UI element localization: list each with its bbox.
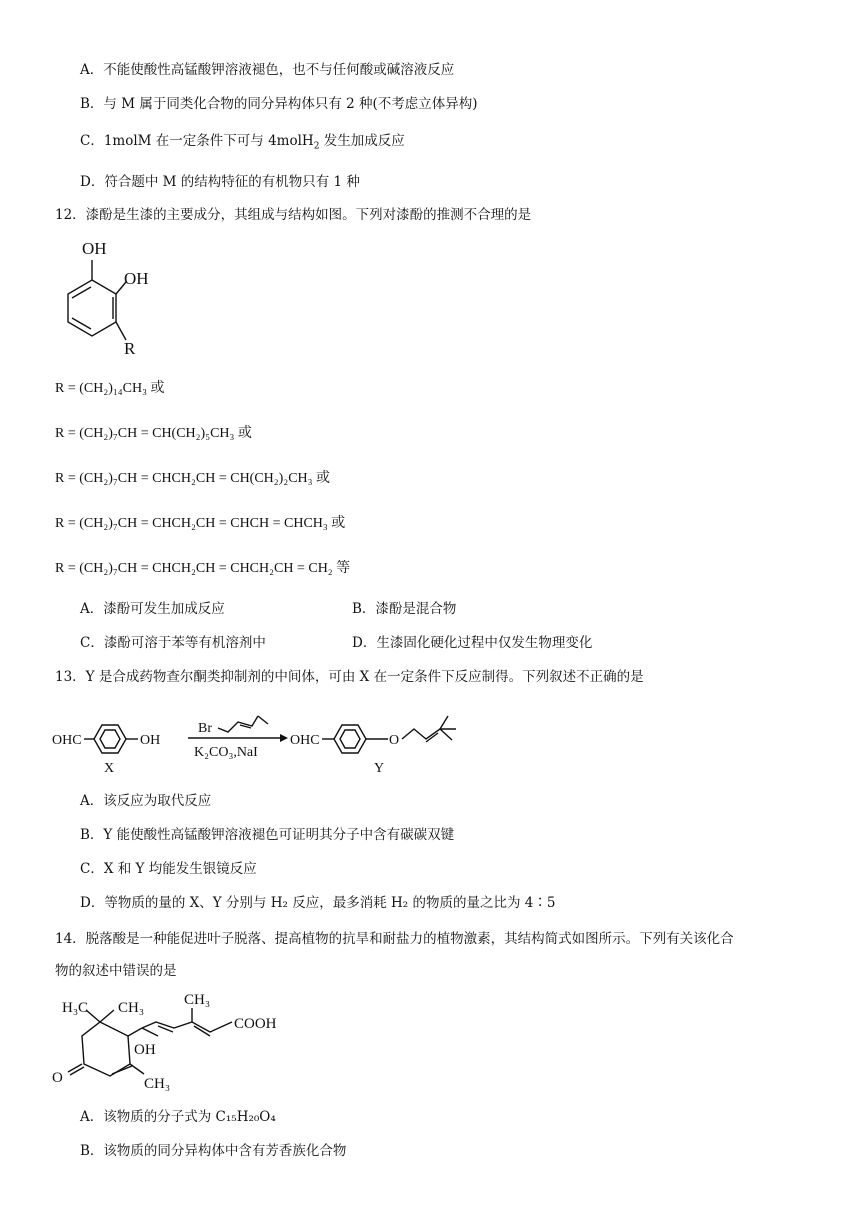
y-label: Y	[374, 761, 385, 776]
q13-option-c: C．X 和 Y 均能发生银镜反应	[80, 861, 257, 877]
urushiol-structure	[40, 232, 170, 362]
ch3-label-a: CH₃	[118, 1000, 145, 1016]
r-formula-5: R = (CH₂)₇CH = CHCH₂CH = CHCH₂CH = CH₂ 等	[55, 561, 351, 576]
q11-option-c-sub: 2	[313, 141, 320, 152]
q11-option-c	[80, 132, 405, 156]
q14-stem-line2: 物的叙述中错误的是	[55, 963, 177, 979]
r-label: R	[124, 339, 136, 358]
q11-option-c-text: C．1molM 在一定条件下可与 4molH	[80, 133, 314, 149]
oh-label: OH	[134, 1042, 156, 1058]
o-label: O	[52, 1070, 63, 1086]
oh-label-2: OH	[124, 269, 149, 288]
reagent-br-label: Br	[198, 721, 212, 736]
q13-stem: 13．Y 是合成药物查尔酮类抑制剂的中间体，可由 X 在一定条件下反应制得。下列叙述不正确的是	[55, 669, 644, 685]
x-ohc-label: OHC	[52, 733, 82, 748]
q12-stem: 12．漆酚是生漆的主要成分，其组成与结构如图。下列对漆酚的推测不合理的是	[55, 207, 532, 223]
x-label: X	[104, 761, 115, 776]
r-formula-3: R = (CH₂)₇CH = CHCH₂CH = CH(CH₂)₂CH₃ 或	[55, 471, 331, 486]
r-formula-1: R = (CH₂)₁₄CH₃ 或	[55, 381, 165, 396]
abscisic-acid-structure	[48, 992, 308, 1092]
ch3-label-top: CH₃	[184, 992, 211, 1008]
q12-option-a: A．漆酚可发生加成反应	[80, 601, 225, 617]
q12-option-d: D．生漆固化硬化过程中仅发生物理变化	[352, 635, 593, 651]
oh-label-1: OH	[82, 239, 107, 258]
q11-option-c-tail: 发生加成反应	[319, 133, 405, 149]
ch3-label-b: CH₃	[144, 1076, 171, 1092]
h3c-label: H₃C	[62, 1000, 89, 1016]
r-formula-4: R = (CH₂)₇CH = CHCH₂CH = CHCH = CHCH₃ 或	[55, 516, 346, 531]
q12-option-c: C．漆酚可溶于苯等有机溶剂中	[80, 635, 266, 651]
q13-option-b: B．Y 能使酸性高锰酸钾溶液褪色可证明其分子中含有碳碳双键	[80, 827, 455, 843]
y-o-label: O	[389, 733, 400, 748]
q13-option-a: A．该反应为取代反应	[80, 793, 212, 809]
q13-option-d: D．等物质的量的 X、Y 分别与 H₂ 反应，最多消耗 H₂ 的物质的量之比为 4∶5	[80, 895, 556, 911]
cooh-label: COOH	[234, 1016, 277, 1032]
x-oh-label: OH	[140, 733, 161, 748]
q12-option-b: B．漆酚是混合物	[352, 601, 457, 617]
reagent-conditions: K₂CO₃,NaI	[194, 745, 258, 760]
q14-option-a: A．该物质的分子式为 C₁₅H₂₀O₄	[80, 1109, 276, 1125]
q14-stem-line1: 14．脱落酸是一种能促进叶子脱落、提高植物的抗旱和耐盐力的植物激素，其结构简式如图所示。下列有关该化合	[55, 931, 734, 947]
r-formula-2: R = (CH₂)₇CH = CH(CH₂)₅CH₃ 或	[55, 426, 252, 441]
q11-option-a: A．不能使酸性高锰酸钾溶液褪色，也不与任何酸或碱溶液反应	[80, 62, 455, 78]
q11-option-b: B．与 M 属于同类化合物的同分异构体只有 2 种(不考虑立体异构)	[80, 96, 478, 112]
y-ohc-label: OHC	[290, 733, 320, 748]
q14-option-b: B．该物质的同分异构体中含有芳香族化合物	[80, 1143, 347, 1159]
reaction-scheme	[52, 702, 472, 777]
q11-option-d: D．符合题中 M 的结构特征的有机物只有 1 种	[80, 174, 360, 190]
